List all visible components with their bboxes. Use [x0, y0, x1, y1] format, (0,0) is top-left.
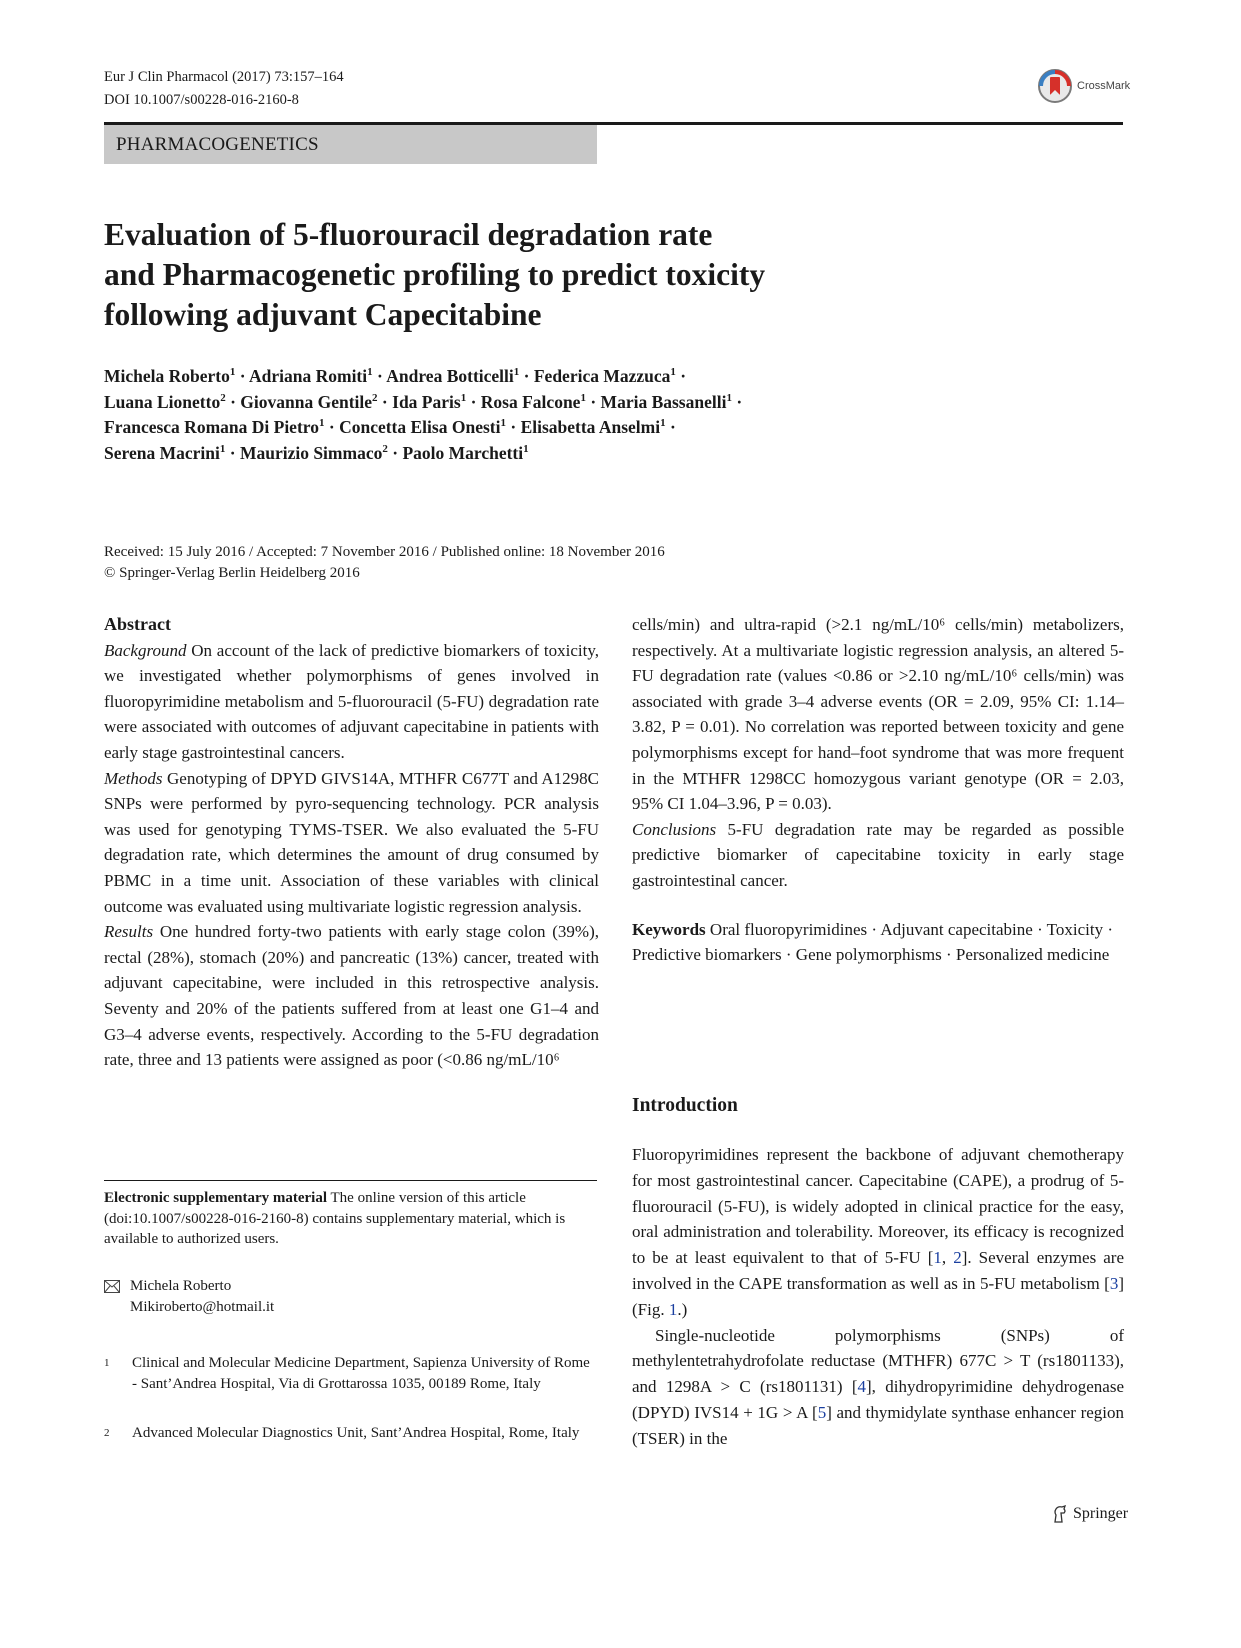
author-name[interactable]: Andrea Botticelli — [386, 366, 514, 386]
author-name[interactable]: Concetta Elisa Onesti — [339, 417, 501, 437]
author-affiliation-mark: 1 — [219, 442, 226, 455]
publisher-name: Springer — [1073, 1505, 1129, 1522]
affiliation — [104, 1353, 597, 1394]
publisher-logo — [1052, 1505, 1128, 1523]
author-name[interactable]: Francesca Romana Di Pietro — [104, 417, 319, 437]
author-line: Serena Macrini$^1$ · Maurizio Simmaco$^2$ · Paolo Marchetti$^1$ — [104, 442, 529, 463]
esm-text: The online version of this article (doi:10.1007/s00228-016-2160-8) contains supplementary material, which is available to authorized users. — [104, 1190, 566, 1247]
author-affiliation-mark: 2 — [382, 442, 388, 455]
background-text: On account of the lack of predictive biomarkers of toxicity, we investigated whether polymorphisms of genes involved in fluoropyrimidine metabolism and 5-fluorouracil (5-FU) degradation rate were associated with outcomes of adjuvant capecitabine in patients with early stage gastrointestinal cancers. — [104, 640, 599, 762]
author-name[interactable]: Maurizio Simmaco — [239, 442, 383, 463]
results-text: One hundred forty-two patients with early stage colon (39%), rectal (28%), stomach (20%) and pancreatic (13%) cancer, treated with adjuvant capecitabine, were included in this retrospective analysis. Seventy and 20% of the patients suffered from at least one G1–4 and G3–4 adverse events, respectively. According to the 5-FU degradation rate, three and 13 patients were assigned as poor (<0.86 ng/mL/10⁶ — [104, 922, 599, 1070]
citation-link[interactable]: 3 — [1109, 1273, 1119, 1293]
abstract-conclusions — [632, 817, 1124, 894]
esm-label: Electronic supplementary material — [104, 1190, 328, 1206]
author-affiliation-mark: 1 — [726, 391, 732, 404]
background-label: Background — [104, 640, 187, 660]
abstract-heading: Abstract — [104, 614, 171, 634]
keywords — [632, 917, 1124, 968]
affiliation-text: Advanced Molecular Diagnostics Unit, Sant’Andrea Hospital, Rome, Italy — [132, 1425, 580, 1441]
history-dates: Received: 15 July 2016 / Accepted: 7 November 2016 / Published online: 18 November 2016 — [104, 544, 665, 560]
author-name[interactable]: Federica Mazzuca — [533, 366, 671, 386]
abstract-results — [104, 919, 599, 1073]
contact-details — [130, 1276, 274, 1318]
paper-title — [104, 215, 1004, 335]
author-affiliation-mark: 2 — [220, 391, 226, 404]
author-affiliation-mark: 1 — [367, 366, 373, 379]
affiliation — [104, 1423, 597, 1444]
author-name[interactable]: Giovanna Gentile — [240, 391, 373, 412]
citation-link[interactable]: 5 — [817, 1402, 827, 1422]
author-name[interactable]: Luana Lionetto — [104, 391, 221, 412]
author-affiliation-mark: 1 — [460, 391, 467, 404]
author-name[interactable]: Ida Paris — [392, 391, 461, 412]
intro-paragraph: Single-nucleotide polymorphisms (SNPs) of methylentetrahydrofolate reductase (MTHFR) 677C > T (rs1801133), and 1298A > C (rs1801131) [4], dihydropyrimidine dehydrogenase (DPYD) IVS14 + 1G > A [5] and thymidylate synthase enhancer region (TSER) in the — [632, 1325, 1125, 1448]
article-dates — [104, 542, 665, 584]
methods-label: Methods — [104, 768, 163, 788]
author-name[interactable]: Serena Macrini — [104, 442, 220, 463]
abstract-right-column — [632, 612, 1124, 968]
results-label: Results — [104, 922, 154, 942]
author-affiliation-mark: 1 — [318, 417, 325, 430]
author-line: Francesca Romana Di Pietro$^1$ · Concetta Elisa Onesti$^1$ · Elisabetta Anselmi$^1$ · — [104, 417, 676, 437]
abstract-left-column — [104, 612, 599, 1073]
abstract-methods — [104, 766, 599, 920]
author-affiliation-mark: 2 — [372, 391, 378, 404]
author-name[interactable]: Elisabetta Anselmi — [520, 417, 661, 437]
author-line: Luana Lionetto$^2$ · Giovanna Gentile$^2$ · Ida Paris$^1$ · Rosa Falcone$^1$ · Maria Bassanelli$^1$ · — [104, 391, 743, 412]
keywords-label: Keywords — [632, 919, 706, 939]
conclusions-label: Conclusions — [632, 819, 717, 839]
journal-header — [104, 66, 344, 112]
footnote-rule — [104, 1180, 597, 1181]
contact-email[interactable]: Mikiroberto@hotmail.it — [130, 1299, 275, 1315]
author-name[interactable]: Maria Bassanelli — [600, 391, 727, 412]
crossmark-badge[interactable] — [1037, 68, 1130, 104]
crossmark-icon — [1037, 68, 1073, 104]
abstract-background — [104, 638, 599, 766]
author-name[interactable]: Paolo Marchetti — [402, 442, 524, 463]
author-name[interactable]: Michela Roberto — [104, 366, 230, 386]
supplementary-note — [104, 1188, 597, 1250]
introduction-body — [632, 1142, 1124, 1452]
contact-name: Michela Roberto — [130, 1278, 232, 1294]
crossmark-label: CrossMark — [1077, 80, 1131, 92]
affiliation-text: Clinical and Molecular Medicine Department, Sapienza University of Rome - Sant’Andrea Hospital, Via di Grottarossa 1035, 00189 Rome, Italy — [132, 1355, 590, 1392]
author-name[interactable]: Adriana Romiti — [249, 366, 368, 386]
author-name[interactable]: Rosa Falcone — [480, 391, 581, 412]
author-list — [104, 364, 1004, 466]
citation-link[interactable]: 4 — [857, 1377, 867, 1397]
methods-text: Genotyping of DPYD GIVS14A, MTHFR C677T and A1298C SNPs were performed by pyro-sequencing technology. PCR analysis was used for genotyping TYMS-TSER. We also evaluated the 5-FU degradation rate, which determines the amount of drug consumed by PBMC in a time unit. Association of these variables with clinical outcome was evaluated using multivariate logistic regression analysis. — [104, 768, 600, 916]
affiliation-number: 2 — [104, 1427, 110, 1439]
intro-paragraph: Fluoropyrimidines represent the backbone of adjuvant chemotherapy for most gastrointestinal cancer. Capecitabine (CAPE), a prodrug of 5-fluorouracil (5-FU), is widely adopted in clinical practice for the easy, oral administration and tolerability. Moreover, its efficacy is recognized to be at least equivalent to that of 5-FU [1, 2]. Several enzymes are involved in the CAPE transformation as well as in 5-FU metabolism [3] (Fig. 1.) — [632, 1145, 1124, 1319]
citation-link[interactable]: 1 — [933, 1248, 942, 1268]
author-affiliation-mark: 1 — [523, 442, 529, 455]
author-affiliation-mark: 1 — [660, 417, 666, 430]
introduction-heading: Introduction — [632, 1095, 738, 1116]
author-affiliation-mark: 1 — [229, 366, 236, 379]
author-affiliation-mark: 1 — [513, 366, 520, 379]
conclusions-text: 5-FU degradation rate may be regarded as possible predictive biomarker of capecitabine toxicity in early stage gastrointestinal cancer. — [632, 819, 1124, 890]
title-line: and Pharmacogenetic profiling to predict toxicity — [104, 257, 766, 292]
affiliation-number: 1 — [104, 1357, 110, 1369]
title-line: following adjuvant Capecitabine — [104, 297, 542, 332]
envelope-icon — [104, 1280, 120, 1293]
copyright-line: © Springer-Verlag Berlin Heidelberg 2016 — [104, 565, 360, 581]
journal-doi[interactable]: DOI 10.1007/s00228-016-2160-8 — [104, 92, 299, 108]
corresponding-author — [104, 1276, 274, 1318]
title-line: Evaluation of 5-fluorouracil degradation rate — [104, 217, 713, 252]
author-affiliation-mark: 1 — [500, 417, 506, 430]
results-continued: cells/min) and ultra-rapid (>2.1 ng/mL/10⁶ cells/min) metabolizers, respectively. At a multivariate logistic regression analysis, an altered 5-FU degradation rate (values <0.86 or >2.10 ng/mL/10⁶ cells/min) was associated with grade 3–4 adverse events (OR = 2.09, 95% CI: 1.14–3.82, P = 0.01). No correlation was reported between toxicity and gene polymorphisms except for hand–foot syndrome that was more frequent in the MTHFR 1298CC homozygous variant genotype (OR = 2.03, 95% CI 1.04–3.96, P = 0.03). — [632, 615, 1124, 814]
journal-citation: Eur J Clin Pharmacol (2017) 73:157–164 — [104, 69, 344, 85]
author-affiliation-mark: 1 — [580, 391, 586, 404]
section-label: PHARMACOGENETICS — [104, 125, 597, 164]
author-affiliation-mark: 1 — [670, 366, 676, 379]
author-line: Michela Roberto$^1$ · Adriana Romiti$^1$ · Andrea Botticelli$^1$ · Federica Mazzuca$^1$ · — [104, 366, 687, 386]
keywords-text: Oral fluoropyrimidines · Adjuvant capecitabine · Toxicity · Predictive biomarkers · Gene polymorphisms · Personalized medicine — [632, 919, 1113, 965]
citation-link[interactable]: 2 — [953, 1248, 962, 1268]
springer-horse-icon — [1052, 1505, 1068, 1523]
figure-link[interactable]: 1 — [668, 1299, 678, 1319]
